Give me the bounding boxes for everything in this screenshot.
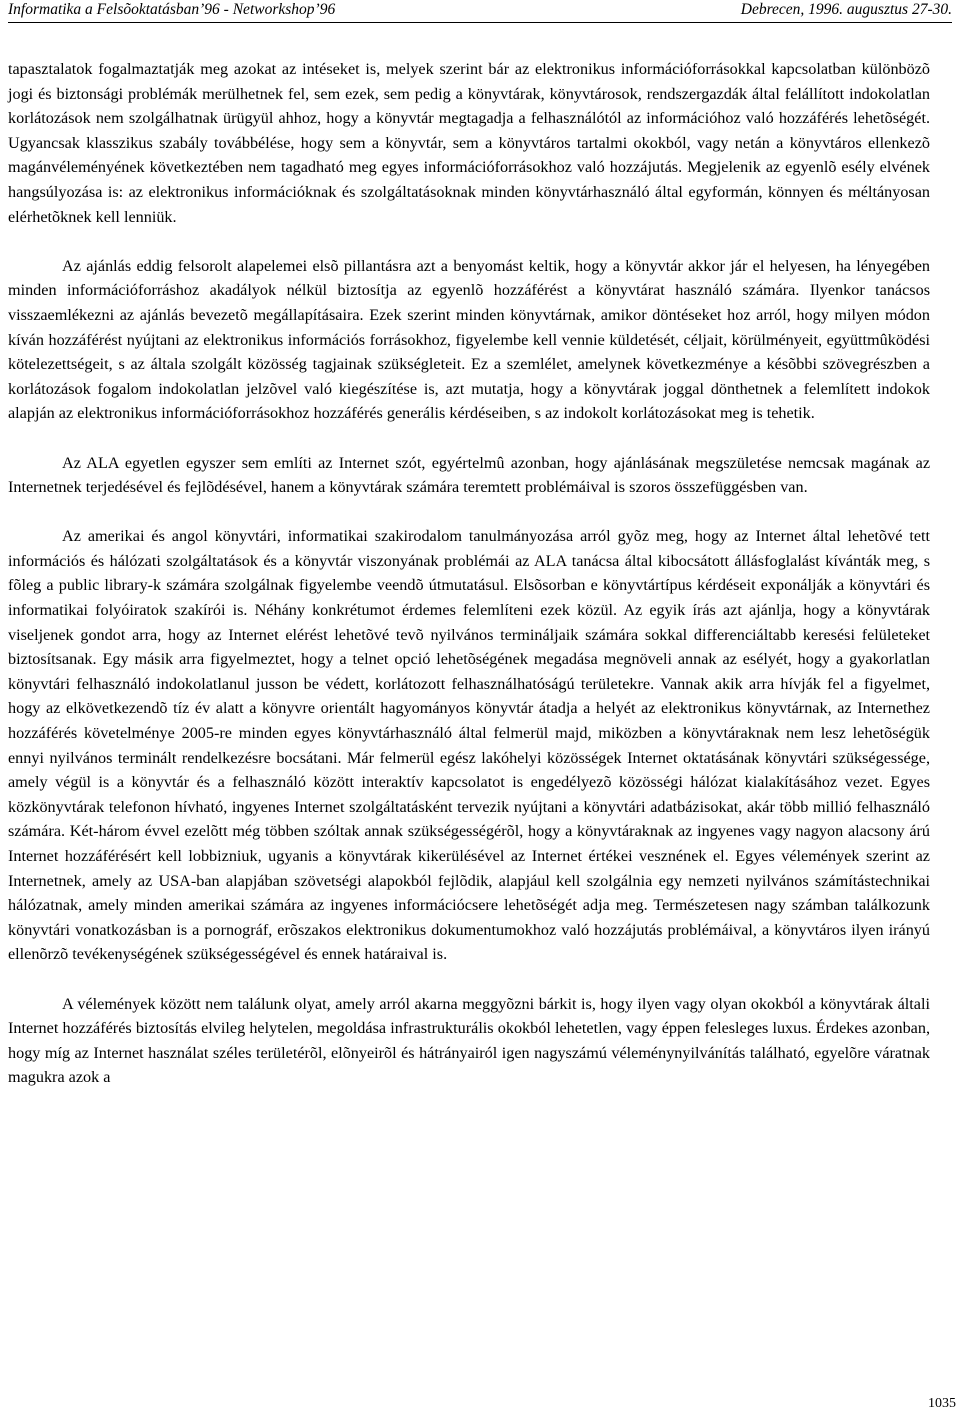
- running-header: [8, 0, 952, 23]
- paragraph-2: Az ajánlás eddig felsorolt alapelemei elsõ pillantásra azt a benyomást keltik, hogy a könyvtár akkor jár el helyesen, ha lényegében minden információforráshoz akadályok nélkül biztosítja az egyenlõ hozzáférést a könyvtárat használó számára. Ilyenkor tanácsos visszaemlékezni az ajánlás bevezetõ megállapításaira. Ezek szerint minden könyvtárnak, amikor döntéseket hoz arról, hogy milyen módon kíván hozzáférést nyújtani az elektronikus információs forrásokhoz, figyelembe kell vennie küldetését, céljait, körülményeit, együttmûködési kötelezettségeit, s az általa szolgált közösség tagjainak szükségleteit. Ez a szemlélet, amelynek következménye a késõbbi szövegrészben a korlátozások fogalom indokolatlan jelzõvel való kiegészítése is, azt mutatja, hogy a könyvtárak joggal dönthetnek a felemlített indokok alapján az elektronikus információforrásokhoz hozzáférés generális kérdéseiben, s az indokolt korlátozásokat meg is tehetik.: [8, 256, 930, 423]
- paragraph-1: tapasztalatok fogalmaztatják meg azokat az intéseket is, melyek szerint bár az elektronikus információforrásokkal kapcsolatban különbözõ jogi és biztonsági problémák merülhetnek fel, sem ezek, sem pedig a könyvtárak, könyvtárosok, rendszergazdák által felállított indokolatlan korlátozások nem szolgálhatnak ürügyül ahhoz, hogy a könyvtár megtagadja a felhasználótól az információhoz való hozzáférés lehetõségét. Ugyancsak klasszikus szabály továbbélése, hogy sem a könyvtár, sem a könyvtáros tartalmi okokból, vagy netán a könyvtáros ellenkezõ magánvéleményének következtében nem tagadható meg egyes információforrásokhoz való hozzájutás. Megjelenik az egyenlõ esély elvének hangsúlyozása is: az elektronikus információknak és szolgáltatásoknak minden könyvtárhasználó által egyformán, könnyen és méltányosan elérhetõknek kell lenniük.: [8, 60, 930, 226]
- header-conference-title: Informatika a Felsõoktatásban’96 - Networkshop’96: [8, 1, 336, 18]
- article-body: [8, 57, 930, 1115]
- paragraph-4: Az amerikai és angol könyvtári, informatikai szakirodalom tanulmányozása arról gyõz meg, hogy az Internet által lehetõvé tett információs és hálózati szolgáltatások és a könyvtár viszonyának problémái az ALA tanácsa által kibocsátott állásfoglalást kívánták meg, s fõleg a public library-k számára szolgálnak figyelembe veendõ útmutatásul. Elsõsorban e könyvtártípus kérdéseit exponálják a könyvtári és informatikai folyóiratok szakírói is. Néhány konkrétumot érdemes felemlíteni ezek közül. Az egyik írás azt ajánlja, hogy a könyvtárak viseljenek gondot arra, hogy az Internet elérést lehetõvé tevõ nyilvános termináljaik számára sokkal differenciáltabb keresési felületeket biztosítsanak. Egy másik arra figyelmeztet, hogy a telnet opció lehetõségének megadása megnöveli annak az esélyét, hogy a gyakorlatlan könyvtári felhasználó indokolatlanul jusson be védett, korlátozott felhasználhatóságú területekre. Vannak akik arra hívják fel a figyelmet, hogy az elkövetkezendõ tíz év alatt a könyvre orientált hagyományos könyvtár átadja a helyét az elektronikus könyvtárnak, az Internethez hozzáférés követelménye 2005-re minden egyes könyvtárhasználó által felmerül majd, miközben a könyvtáraknak nem lesz lehetõségük ennyi nyilvános terminált rendelkezésre bocsátani. Már felmerül egész lakóhelyi közösségek Internet oktatásának könyvtári szükségessége, amely végül is a könyvtár és a felhasználó között interaktív kapcsolatot is engedélyezõ közösségi hálózat kialakításához vezet. Egyes közkönyvtárak telefonon hívható, ingyenes Internet szolgáltatásként tervezik nyújtani a könyvtári adatbázisokat, akár több millió felhasználó számára. Két-három évvel ezelõtt még többen szóltak annak szükségességérõl, hogy a könyvtáraknak az ingyenes vagy nagyon alacsony árú Internet hozzáférésért kell lobbizniuk, ugyanis a könyvtárak kikerülésével az Internet értékei vesznének el. Egyes vélemények szerint az Internetnek, amely az USA-ban alapjában szövetségi alapokból fejlõdik, alapjául kell szolgálnia egy nemzeti nyilvános számítástechnikai hálózatnak, amely minden amerikai számára az ingyenes információcsere lehetõségét adja meg. Természetesen nagy számban találkozunk könyvtári vonatkozásban is a pornográf, erõszakos elektronikus dokumentumokhoz való hozzájutás problémáival, a könyvtáros ilyen irányú ellenõrzõ tevékenységének szükségességével és ennek határaival is.: [8, 527, 930, 964]
- header-date-location: Debrecen, 1996. augusztus 27-30.: [740, 1, 952, 18]
- paragraph-3: Az ALA egyetlen egyszer sem említi az Internet szót, egyértelmû azonban, hogy ajánlásának megszületése nemcsak magának az Internetnek terjedésével és fejlõdésével, hanem a könyvtárak számára teremtett problémáival is szoros összefüggésben van.: [8, 453, 930, 497]
- page-number: 1035: [928, 1396, 956, 1411]
- paragraph-5: A vélemények között nem találunk olyat, amely arról akarna meggyõzni bárkit is, hogy ilyen vagy olyan okokból a könyvtárak általi Internet hozzáférés biztosítás elvileg helytelen, megoldása infrastrukturális okokból lehetetlen, vagy éppen felesleges luxus. Érdekes azonban, hogy míg az Internet használat széles területérõl, elõnyeirõl és hátrányairól igen nagyszámú véleménynyilvánítás található, egyelõre váratnak magukra azok a: [8, 994, 930, 1087]
